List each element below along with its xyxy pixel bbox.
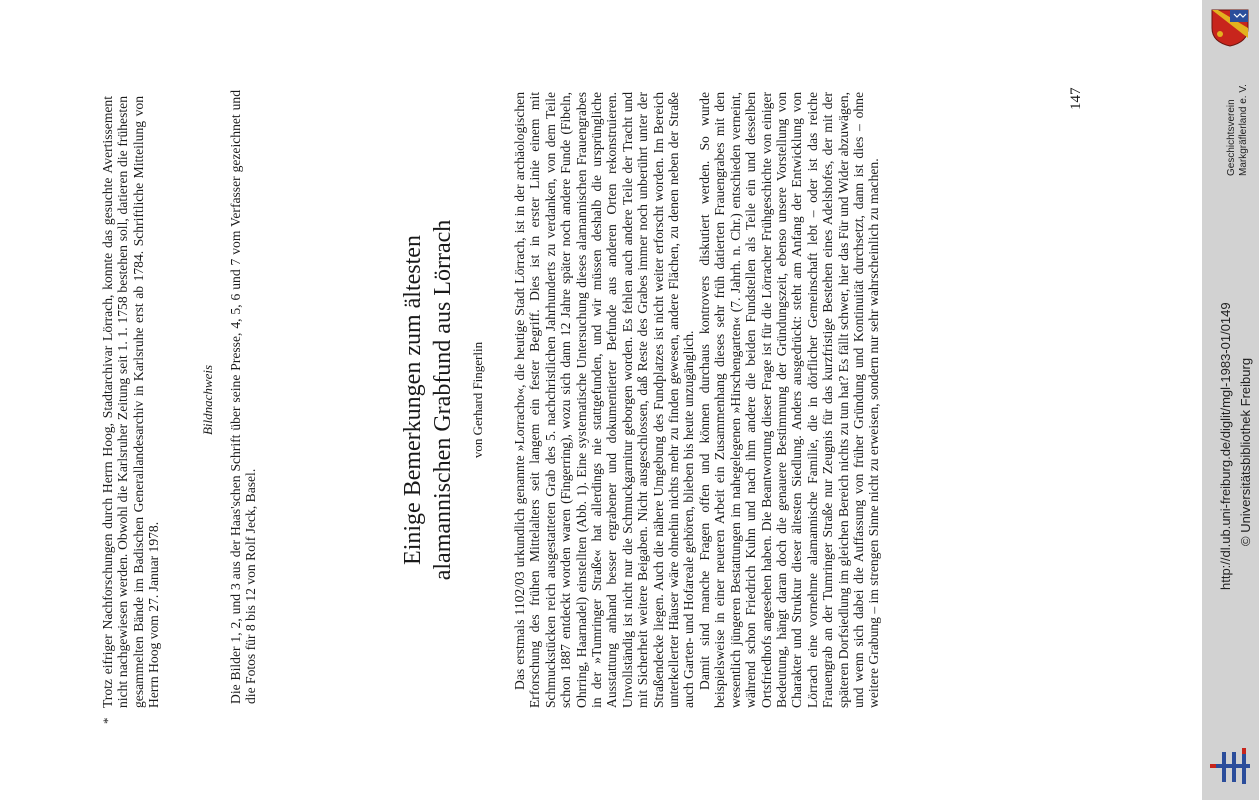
article-title-line-2: alamannischen Grabfund aus Lörrach: [430, 219, 456, 581]
paragraph-1: Das erstmals 1102/03 urkundlich genannte »Lorracho«, die heutige Stadt Lörrach, ist in der archäologischen Erforschung des frühen Mittelalters seit langem ein fester Begriff. Dies ist in erster Linie einem mit Schmuckstücken reich ausgestatteten Grab des 5. nachchristlichen Jahrhunderts zu verdanken, von dem Teile schon 1887 entdeckt worden waren (Fingerring), wozu sich dann 12 Jahre später noch andere Funde (Fibeln, Ohrring, Haarnadel) einstellten (Abb. 1). Eine systematische Untersuchung dieses alamannischen Frauengrabes in der »Tumringer Straße« hat allerdings nie stattgefunden, und wir müssen deshalb die ursprüngliche Ausstattung anhand besser ergrabener und dokumentierter Befunde aus anderen Orten rekonstruieren. Unvollständig ist nicht nur die Schmuckgarnitur geborgen worden. Es fehlen auch andere Teile der Tracht und mit Sicherheit weitere Beigaben. Nicht ausgeschlossen, daß Reste des Grabes immer noch unberührt unter der Straßendecke liegen. Auch die nähere Umgebung des Fundplatzes ist nicht weiter erforscht worden. Im Bereich unterkellerter Häuser wäre ohnehin nichts mehr zu finden gewesen, andere Flächen, zu denen neben der Straße auch Garten- und Hofareale gehören, blieben bis heute unzugänglich.: [512, 92, 697, 708]
article-title-line-1: Einige Bemerkungen zum ältesten: [400, 235, 426, 565]
page-number: 147: [1068, 87, 1084, 110]
article-body: [512, 92, 882, 708]
copyright-notice: © Universitätsbibliothek Freiburg: [1238, 357, 1253, 546]
article-author: von Gerhard Fingerlin: [470, 341, 485, 459]
paragraph-2: Damit sind manche Fragen offen und können durchaus kontrovers diskutiert werden. So wurde beispielsweise in einer neueren Arbeit ein Zusammenhang dieses sehr früh datierten Frauengrabes mit den wesentlich jüngeren Bestattungen im nahegelegenen »Hirschengarten« (7. Jahrh. n. Chr.) entschieden verneint, während schon Friedrich Kuhn und nach ihm andere die beiden Fundstellen als Teile ein und desselben Ortsfriedhofs angesehen haben. Die Beantwortung dieser Frage ist für die Lörracher Frühgeschichte von einiger Bedeutung, hängt daran doch die genauere Bestimmung der Gründungszeit, ebenso unsere Vorstellung von Charakter und Struktur dieser ältesten Siedlung. Anders ausgedrückt: steht am Anfang der Entwicklung von Lörrach eine vornehme alamannische Familie, die in dörflicher Gemeinschaft lebt – oder ist das reiche Frauengrab an der Tumringer Straße nur Zeugnis für das kurzfristige Bestehen eines Adelshofes, der mit der späteren Dorfsiedlung im gleichen Bereich nichts zu tun hat? Es fällt schwer, hier das Für und Wider abzuwägen, und wenn sich dabei die Auffassung von früher Gründung und Kontinuität durchsetzt, dann ist dies – ohne weitere Grabung – im strengen Sinne nicht zu erweisen, sondern nur sehr wahrscheinlich zu machen.: [696, 92, 882, 708]
coat-of-arms-icon: [1208, 8, 1252, 48]
source-url[interactable]: http://dl.ub.uni-freiburg.de/diglit/mgl-1983-01/0149: [1218, 302, 1233, 590]
footnote-text: Trotz eifriger Nachforschungen durch Herrn Hoog, Stadtarchivar Lörrach, konnte das gesuchte Avertissement nicht nachgewiesen werden. Obwohl die Karlsruher Zeitung seit 1. 1. 1758 bestehen soll, datieren die frühesten gesammelten Bände im Badischen Generallandesarchiv in Karlsruhe erst ab 1784. Schriftliche Mitteilung von Herrn Hoog vom 27. Januar 1978.: [100, 96, 162, 708]
picture-credits-heading: Bildnachweis: [200, 364, 215, 436]
article-title: [398, 0, 458, 800]
footnote: [100, 96, 162, 724]
society-name-line-1: Geschichtsverein: [1226, 99, 1237, 176]
society-name-line-2: Markgräflerland e. V.: [1238, 84, 1249, 176]
society-name: [1226, 84, 1250, 176]
picture-credits-text: Die Bilder 1, 2, und 3 aus der Haas'schen Schrift über seine Presse, 4, 5, 6 und 7 vom Verfasser gezeichnet und die Fotos für 8 bis 12 von Rolf Jeck, Basel.: [228, 90, 259, 704]
footnote-mark: *: [100, 717, 115, 724]
ub-freiburg-logo-icon[interactable]: [1208, 746, 1256, 786]
